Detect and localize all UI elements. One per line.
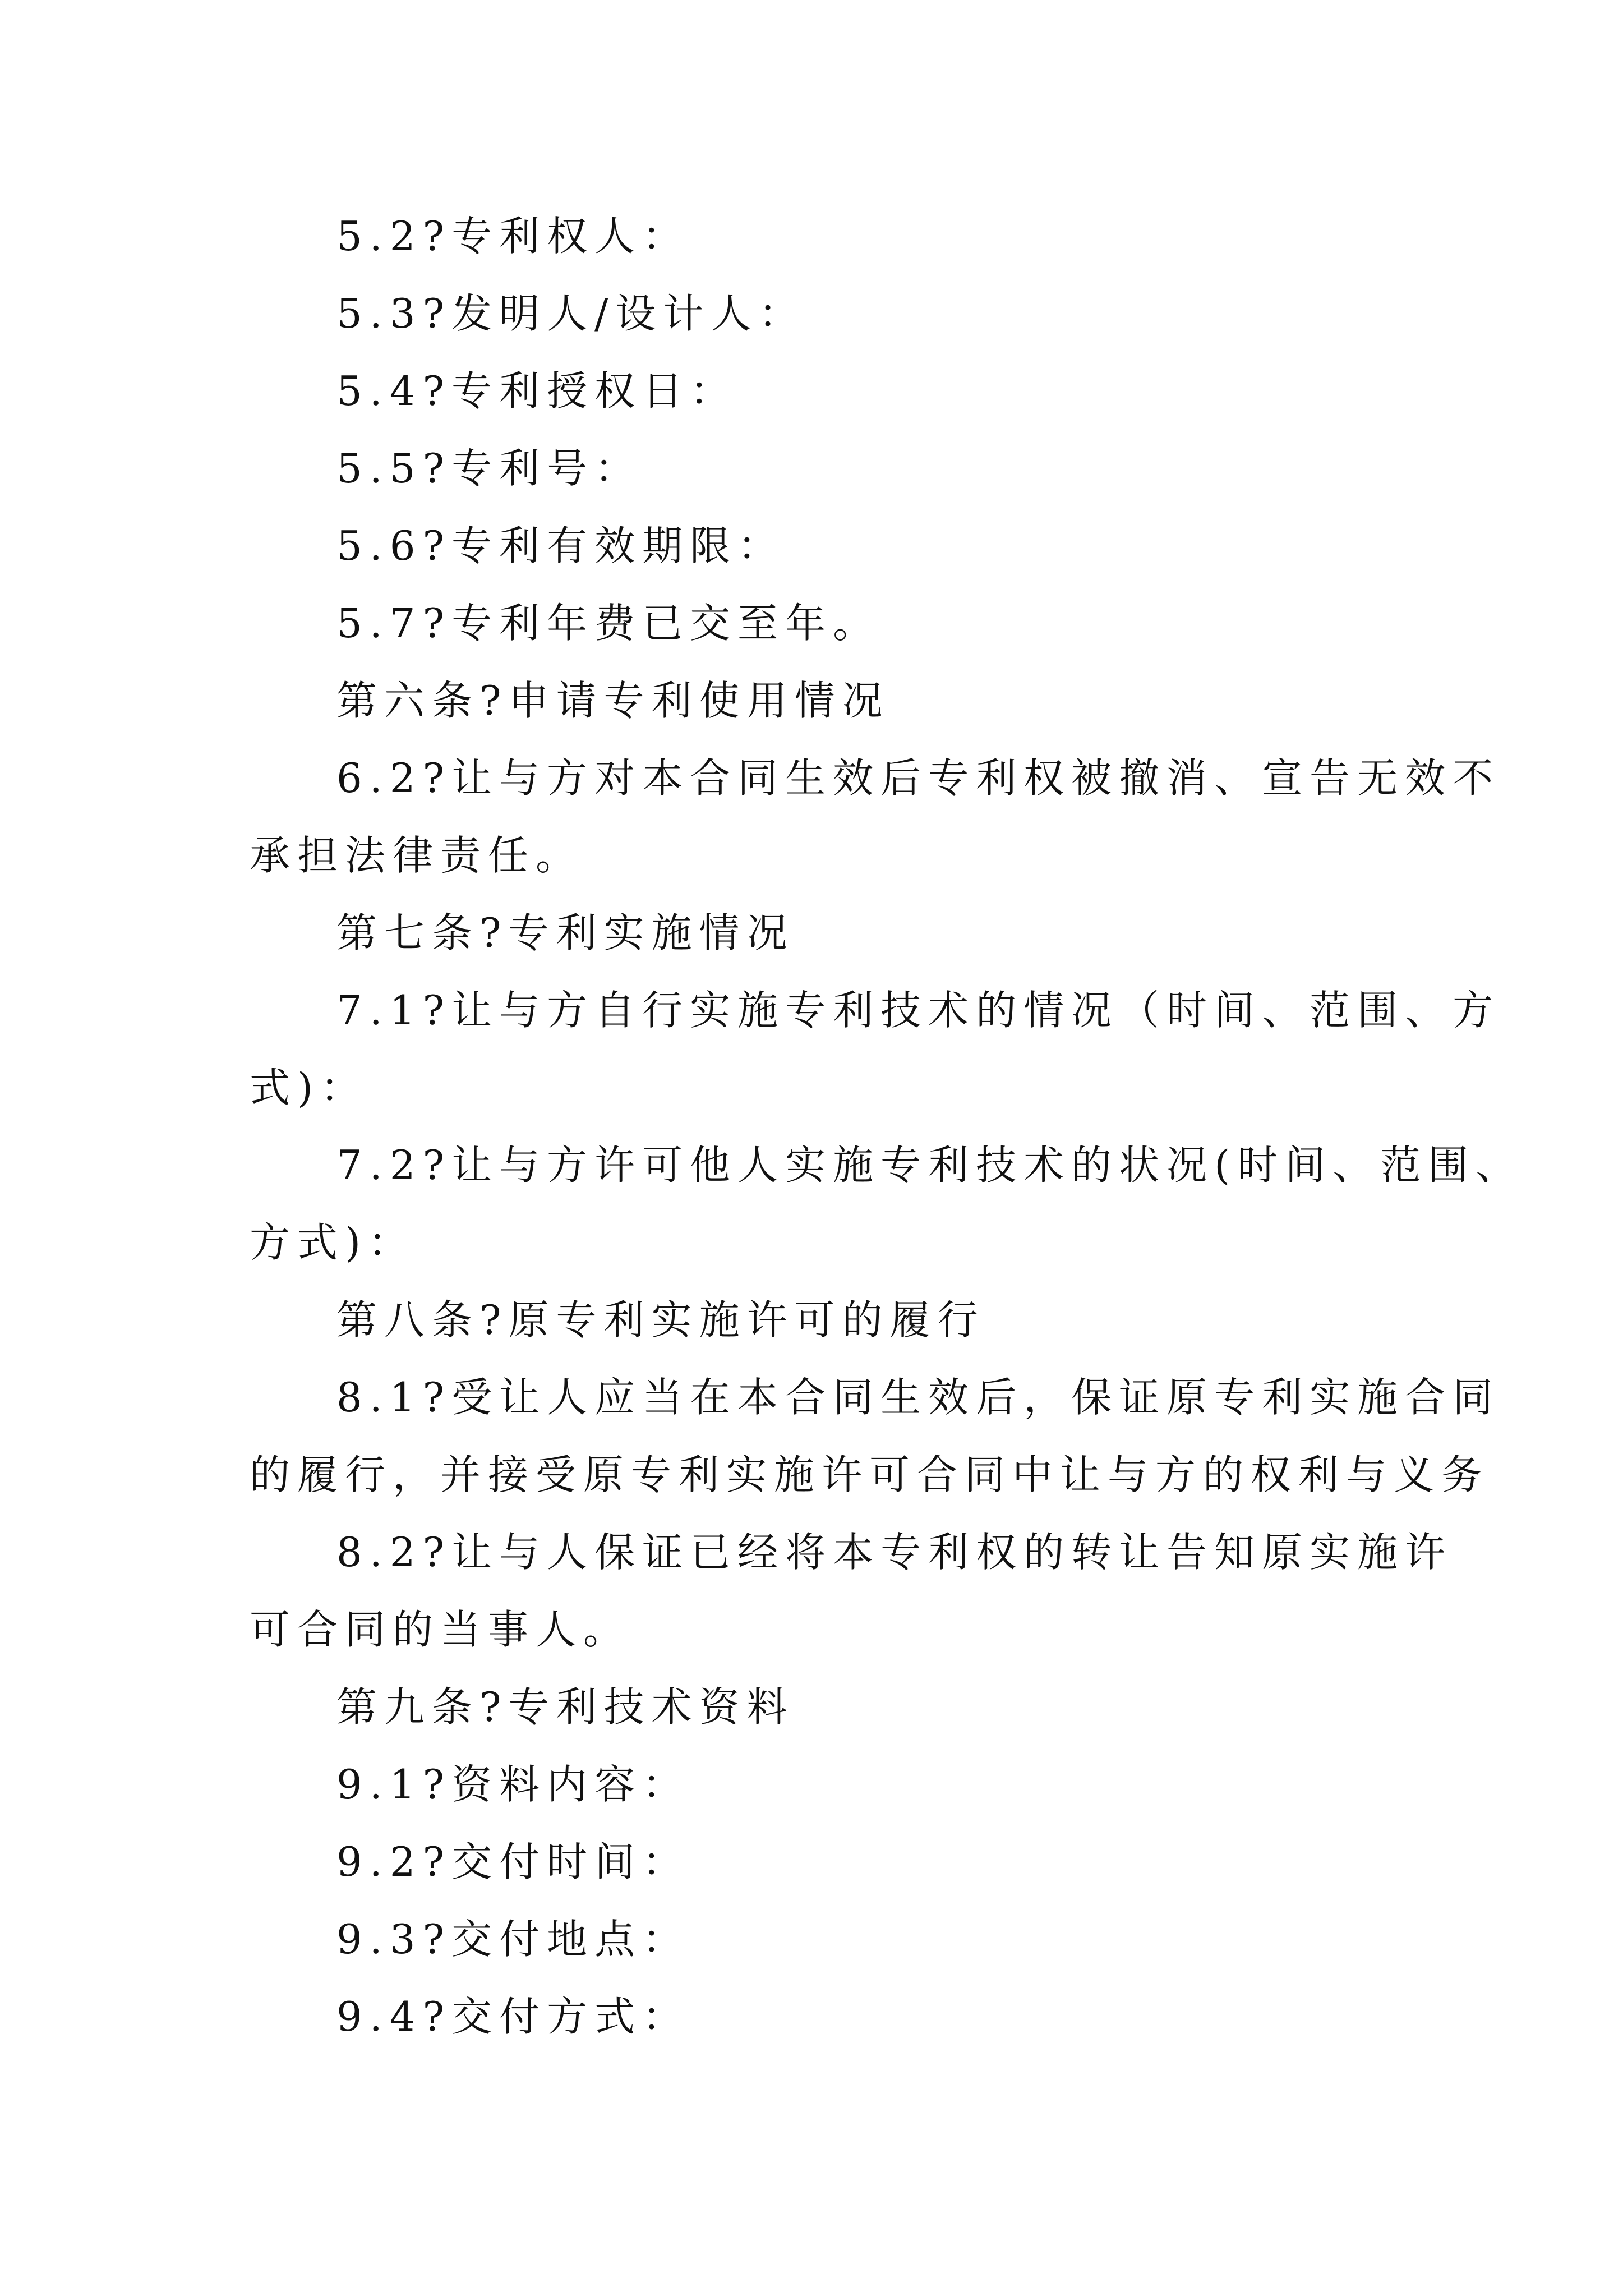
clause-7-1: 7.1?让与方自行实施专利技术的情况（时间、范围、方 <box>336 987 1501 1034</box>
clause-5-6: 5.6?专利有效期限： <box>336 522 786 569</box>
clause-5-7: 5.7?专利年费已交至年。 <box>336 600 881 647</box>
clause-8-1: 8.1?受让人应当在本合同生效后，保证原专利实施合同 <box>336 1374 1501 1421</box>
article-7-heading: 第七条?专利实施情况 <box>336 909 795 956</box>
clause-7-1-continued: 式)： <box>250 1064 368 1111</box>
clause-9-2: 9.2?交付时间： <box>336 1838 690 1885</box>
clause-8-1-continued: 的履行，并接受原专利实施许可合同中让与方的权利与义务 <box>250 1451 1490 1498</box>
clause-5-5: 5.5?专利号： <box>336 445 643 492</box>
clause-8-2-continued: 可合同的当事人。 <box>250 1606 631 1653</box>
clause-9-4: 9.4?交付方式： <box>336 1993 690 2040</box>
clause-6-2: 6.2?让与方对本合同生效后专利权被撤消、宣告无效不 <box>336 754 1501 802</box>
clause-5-4: 5.4?专利授权日： <box>336 367 738 415</box>
clause-5-3: 5.3?发明人/设计人： <box>336 290 806 337</box>
contract-body <box>250 197 1524 2055</box>
clause-7-2: 7.2?让与方许可他人实施专利技术的状况(时间、范围、 <box>336 1142 1524 1189</box>
clause-9-3: 9.3?交付地点： <box>336 1916 690 1963</box>
clause-7-2-continued: 方式)： <box>250 1219 416 1266</box>
article-9-heading: 第九条?专利技术资料 <box>336 1683 795 1731</box>
clause-9-1: 9.1?资料内容： <box>336 1761 690 1808</box>
article-8-heading: 第八条?原专利实施许可的履行 <box>336 1296 985 1343</box>
clause-8-2: 8.2?让与人保证已经将本专利权的转让告知原实施许 <box>336 1529 1453 1576</box>
clause-5-2: 5.2?专利权人： <box>336 213 690 260</box>
clause-6-2-continued: 承担法律责任。 <box>250 832 584 879</box>
article-6-heading: 第六条?申请专利使用情况 <box>336 677 890 724</box>
